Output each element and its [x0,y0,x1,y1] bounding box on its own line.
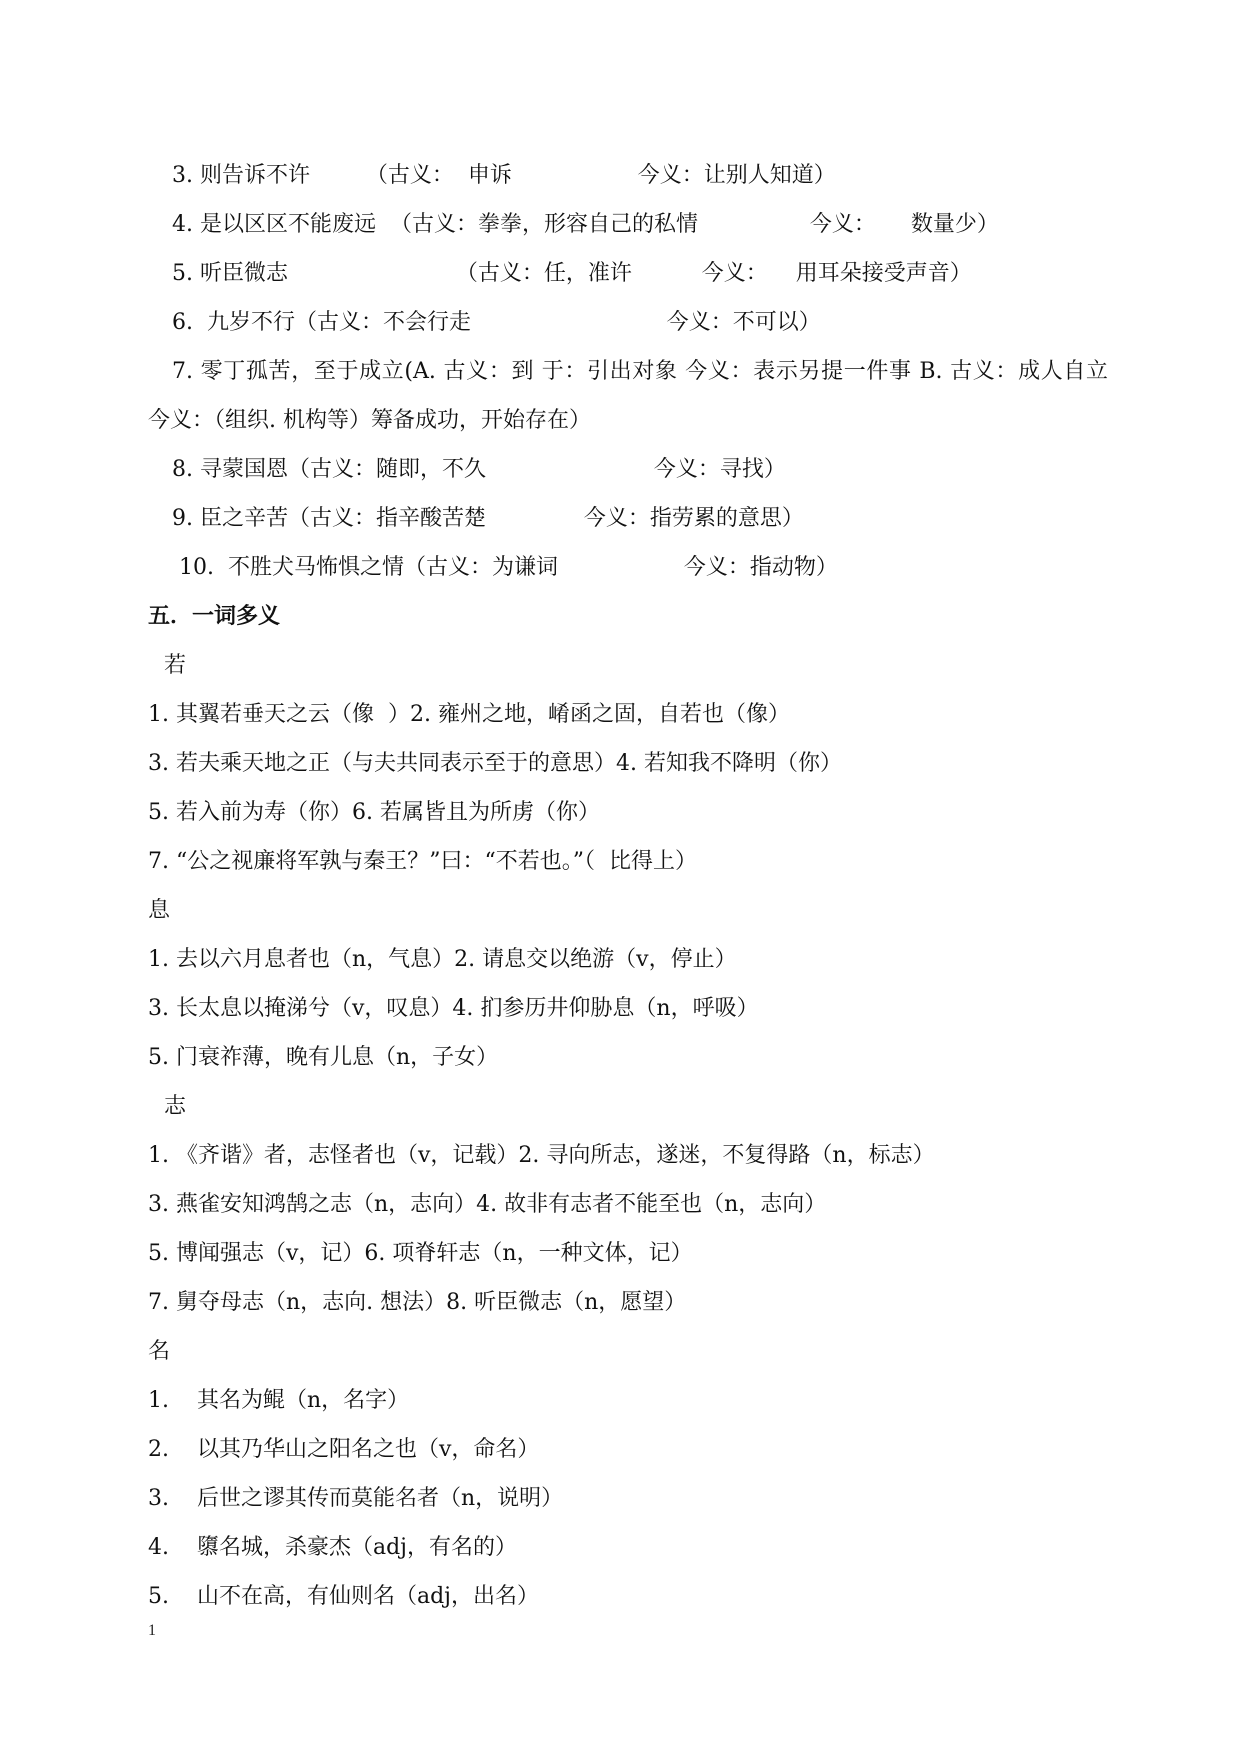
text-line: 4. 是以区区不能废远 （古义：拳拳，形容自己的私情 今义： 数量少） [172,212,999,237]
text-line: 3. 若夫乘天地之正（与夫共同表示至于的意思）4. 若知我不降明（你） [148,751,842,776]
text-line: 1. 其翼若垂天之云（像 ）2. 雍州之地，崤函之固，自若也（像） [148,702,790,727]
text-line: 3. 则告诉不许 （古义： 申诉 今义：让别人知道） [172,163,836,188]
text-line: 3. 长太息以掩涕兮（v，叹息）4. 扪参历井仰胁息（n，呼吸） [148,996,759,1021]
text-line: 5. 听臣微志 （古义：任，准许 今义： 用耳朵接受声音） [172,261,972,286]
text-line: 名 [148,1339,171,1364]
text-line: 1. 去以六月息者也（n，气息）2. 请息交以绝游（v，停止） [148,947,737,972]
page-number: 1 [148,1622,156,1639]
text-line: 6. 九岁不行（古义：不会行走 今义：不可以） [172,310,821,335]
text-line: 5. 若入前为寿（你）6. 若属皆且为所虏（你） [148,800,600,825]
text-line: 5. 门衰祚薄，晚有儿息（n，子女） [148,1045,499,1070]
text-line: 1. 其名为鲲（n，名字） [148,1388,410,1413]
text-line: 7. “公之视廉将军孰与秦王？”曰：“不若也。”（ 比得上） [148,849,697,874]
text-line: 2. 以其乃华山之阳名之也（v，命名） [148,1437,540,1462]
text-line: 10. 不胜犬马怖惧之情（古义：为谦词 今义：指动物） [172,555,838,580]
section-heading: 五．一词多义 [148,604,281,629]
document-body [148,151,1108,1621]
text-line: 1. 《齐谐》者，志怪者也（v，记载）2. 寻向所志，遂迷，不复得路（n，标志） [148,1143,935,1168]
text-line: 3. 燕雀安知鸿鹄之志（n，志向）4. 故非有志者不能至也（n，志向） [148,1192,827,1217]
text-line: 7. 零丁孤苦，至于成立(A. 古义：到 于：引出对象 今义：表示另提一件事 B. 古义：成人自立 今义：（组织. 机构等）筹备成功，开始存在） [148,359,1108,433]
text-line: 7. 舅夺母志（n，志向. 想法）8. 听臣微志（n，愿望） [148,1290,687,1315]
text-line: 8. 寻蒙国恩（古义：随即，不久 今义：寻找） [172,457,786,482]
text-line: 9. 臣之辛苦（古义：指辛酸苦楚 今义：指劳累的意思） [172,506,804,531]
text-line: 5. 博闻强志（v，记）6. 项脊轩志（n，一种文体，记） [148,1241,693,1266]
text-line: 5. 山不在高，有仙则名（adj，出名） [148,1584,539,1609]
text-line: 志 [164,1094,187,1119]
text-line: 4. 隳名城，杀豪杰（adj，有名的） [148,1535,517,1560]
text-line: 3. 后世之谬其传而莫能名者（n，说明） [148,1486,564,1511]
text-line: 若 [164,653,187,678]
text-line: 息 [148,898,171,923]
